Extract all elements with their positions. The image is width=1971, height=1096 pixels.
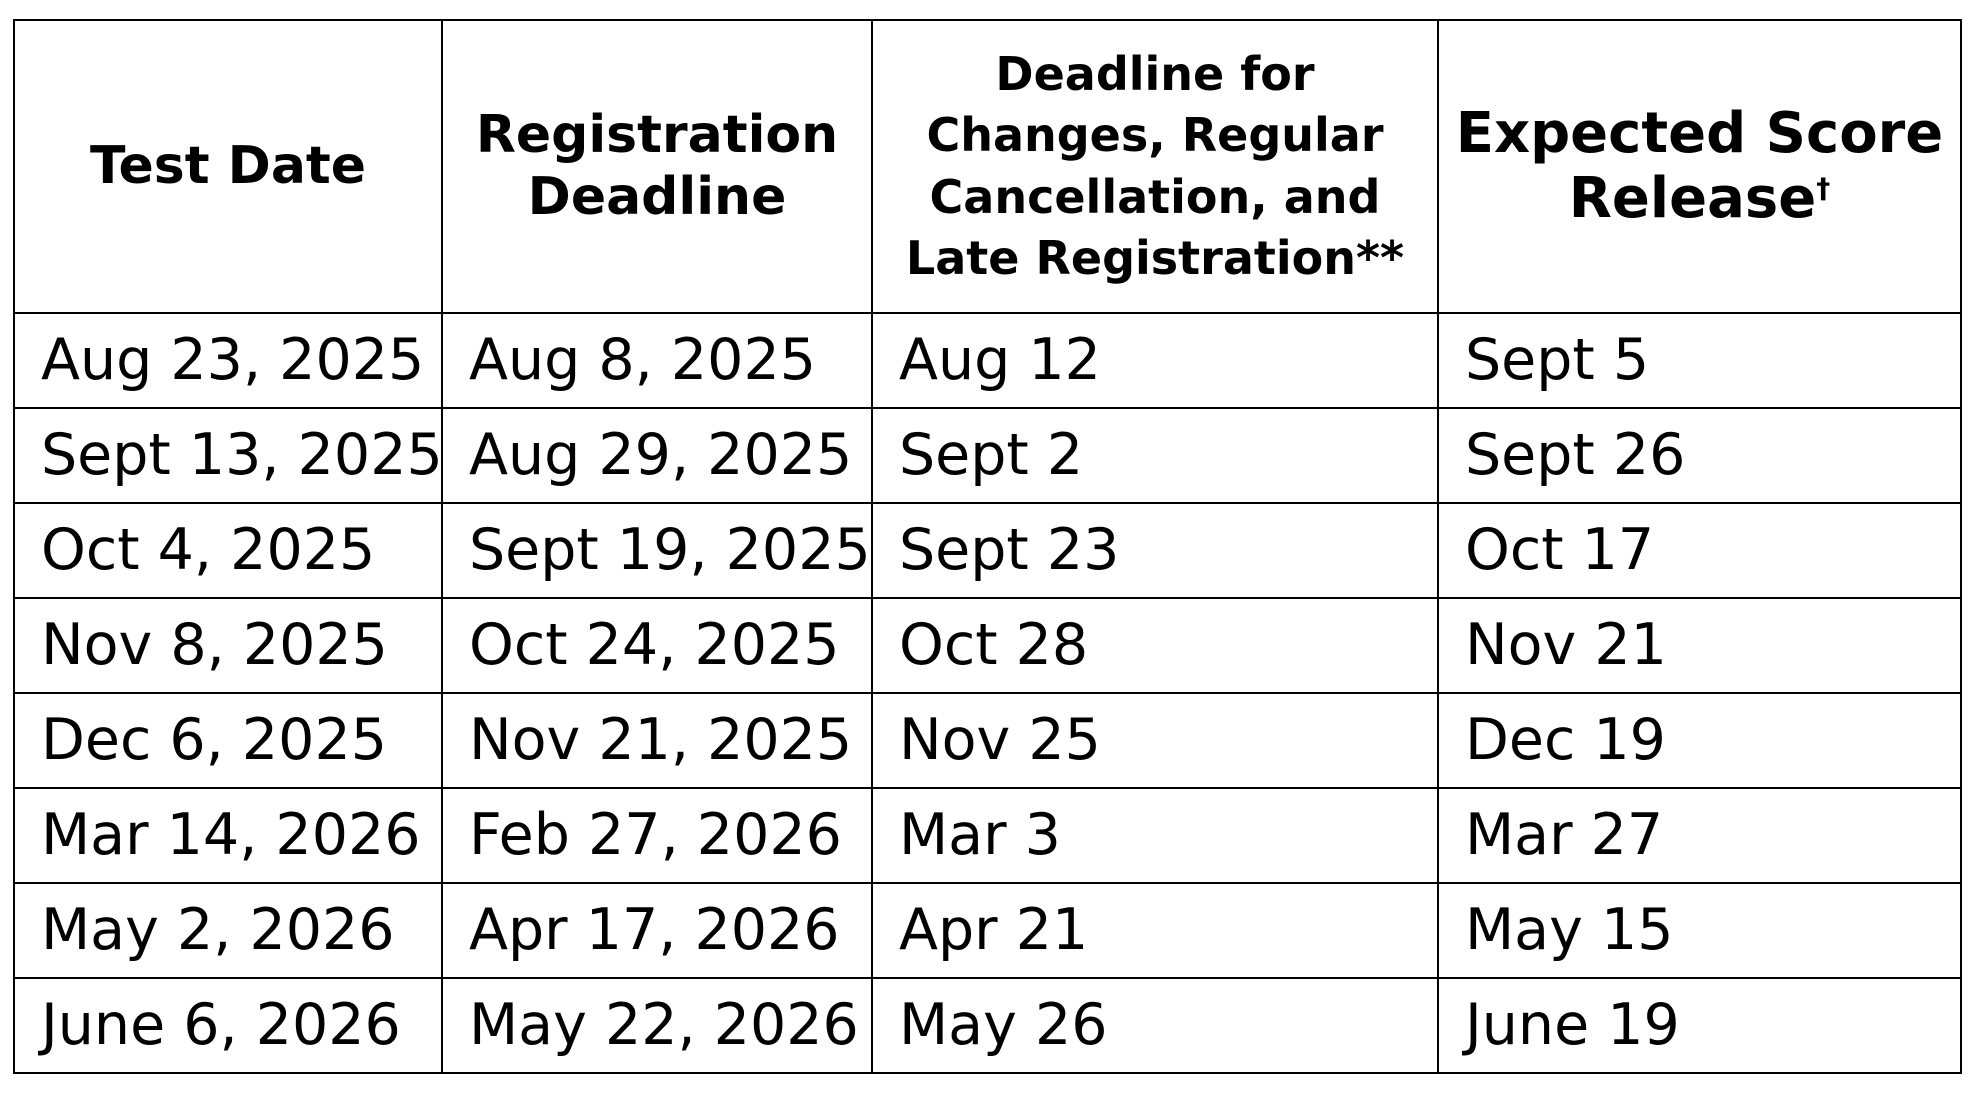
cell-test-date: Dec 6, 2025 bbox=[14, 693, 442, 788]
cell-registration-deadline: May 22, 2026 bbox=[442, 978, 872, 1073]
cell-test-date: June 6, 2026 bbox=[14, 978, 442, 1073]
cell-expected-score-release: Sept 26 bbox=[1438, 408, 1961, 503]
cell-registration-deadline: Feb 27, 2026 bbox=[442, 788, 872, 883]
table-row bbox=[14, 313, 1961, 408]
cell-test-date: Sept 13, 2025 bbox=[14, 408, 442, 503]
header-changes-line3: Cancellation, and bbox=[929, 169, 1381, 224]
table-row bbox=[14, 598, 1961, 693]
header-score-line2: Release bbox=[1568, 165, 1817, 231]
table-body bbox=[14, 313, 1961, 1073]
cell-expected-score-release: June 19 bbox=[1438, 978, 1961, 1073]
cell-changes-deadline: Sept 2 bbox=[872, 408, 1438, 503]
cell-test-date: Mar 14, 2026 bbox=[14, 788, 442, 883]
cell-expected-score-release: Dec 19 bbox=[1438, 693, 1961, 788]
header-changes-line2: Changes, Regular bbox=[926, 108, 1384, 163]
cell-registration-deadline: Oct 24, 2025 bbox=[442, 598, 872, 693]
header-test-date bbox=[14, 20, 442, 313]
cell-registration-deadline: Aug 8, 2025 bbox=[442, 313, 872, 408]
header-changes-line4: Late Registration** bbox=[905, 230, 1405, 285]
cell-registration-deadline: Apr 17, 2026 bbox=[442, 883, 872, 978]
cell-expected-score-release: Sept 5 bbox=[1438, 313, 1961, 408]
header-row bbox=[14, 20, 1961, 313]
table-row bbox=[14, 503, 1961, 598]
header-changes-line1: Deadline for bbox=[995, 47, 1315, 102]
cell-registration-deadline: Nov 21, 2025 bbox=[442, 693, 872, 788]
header-score-line1: Expected Score bbox=[1455, 100, 1944, 166]
cell-test-date: Aug 23, 2025 bbox=[14, 313, 442, 408]
cell-test-date: Nov 8, 2025 bbox=[14, 598, 442, 693]
cell-expected-score-release: May 15 bbox=[1438, 883, 1961, 978]
cell-changes-deadline: Apr 21 bbox=[872, 883, 1438, 978]
cell-changes-deadline: Oct 28 bbox=[872, 598, 1438, 693]
cell-test-date: May 2, 2026 bbox=[14, 883, 442, 978]
cell-expected-score-release: Nov 21 bbox=[1438, 598, 1961, 693]
cell-expected-score-release: Mar 27 bbox=[1438, 788, 1961, 883]
cell-test-date: Oct 4, 2025 bbox=[14, 503, 442, 598]
cell-registration-deadline: Sept 19, 2025 bbox=[442, 503, 872, 598]
cell-changes-deadline: Aug 12 bbox=[872, 313, 1438, 408]
header-expected-score-release bbox=[1438, 20, 1961, 313]
test-dates-table bbox=[13, 19, 1962, 1074]
table-row bbox=[14, 788, 1961, 883]
header-test-date-label: Test Date bbox=[89, 135, 367, 196]
table-row bbox=[14, 408, 1961, 503]
cell-changes-deadline: Sept 23 bbox=[872, 503, 1438, 598]
cell-changes-deadline: Nov 25 bbox=[872, 693, 1438, 788]
cell-changes-deadline: May 26 bbox=[872, 978, 1438, 1073]
cell-changes-deadline: Mar 3 bbox=[872, 788, 1438, 883]
header-changes-deadline bbox=[872, 20, 1438, 313]
table-row bbox=[14, 693, 1961, 788]
header-registration-deadline bbox=[442, 20, 872, 313]
cell-expected-score-release: Oct 17 bbox=[1438, 503, 1961, 598]
table-row bbox=[14, 883, 1961, 978]
cell-registration-deadline: Aug 29, 2025 bbox=[442, 408, 872, 503]
header-registration-line2: Deadline bbox=[527, 166, 787, 227]
dagger-footnote-mark: † bbox=[1816, 170, 1831, 204]
header-registration-line1: Registration bbox=[475, 105, 839, 166]
table-row bbox=[14, 978, 1961, 1073]
